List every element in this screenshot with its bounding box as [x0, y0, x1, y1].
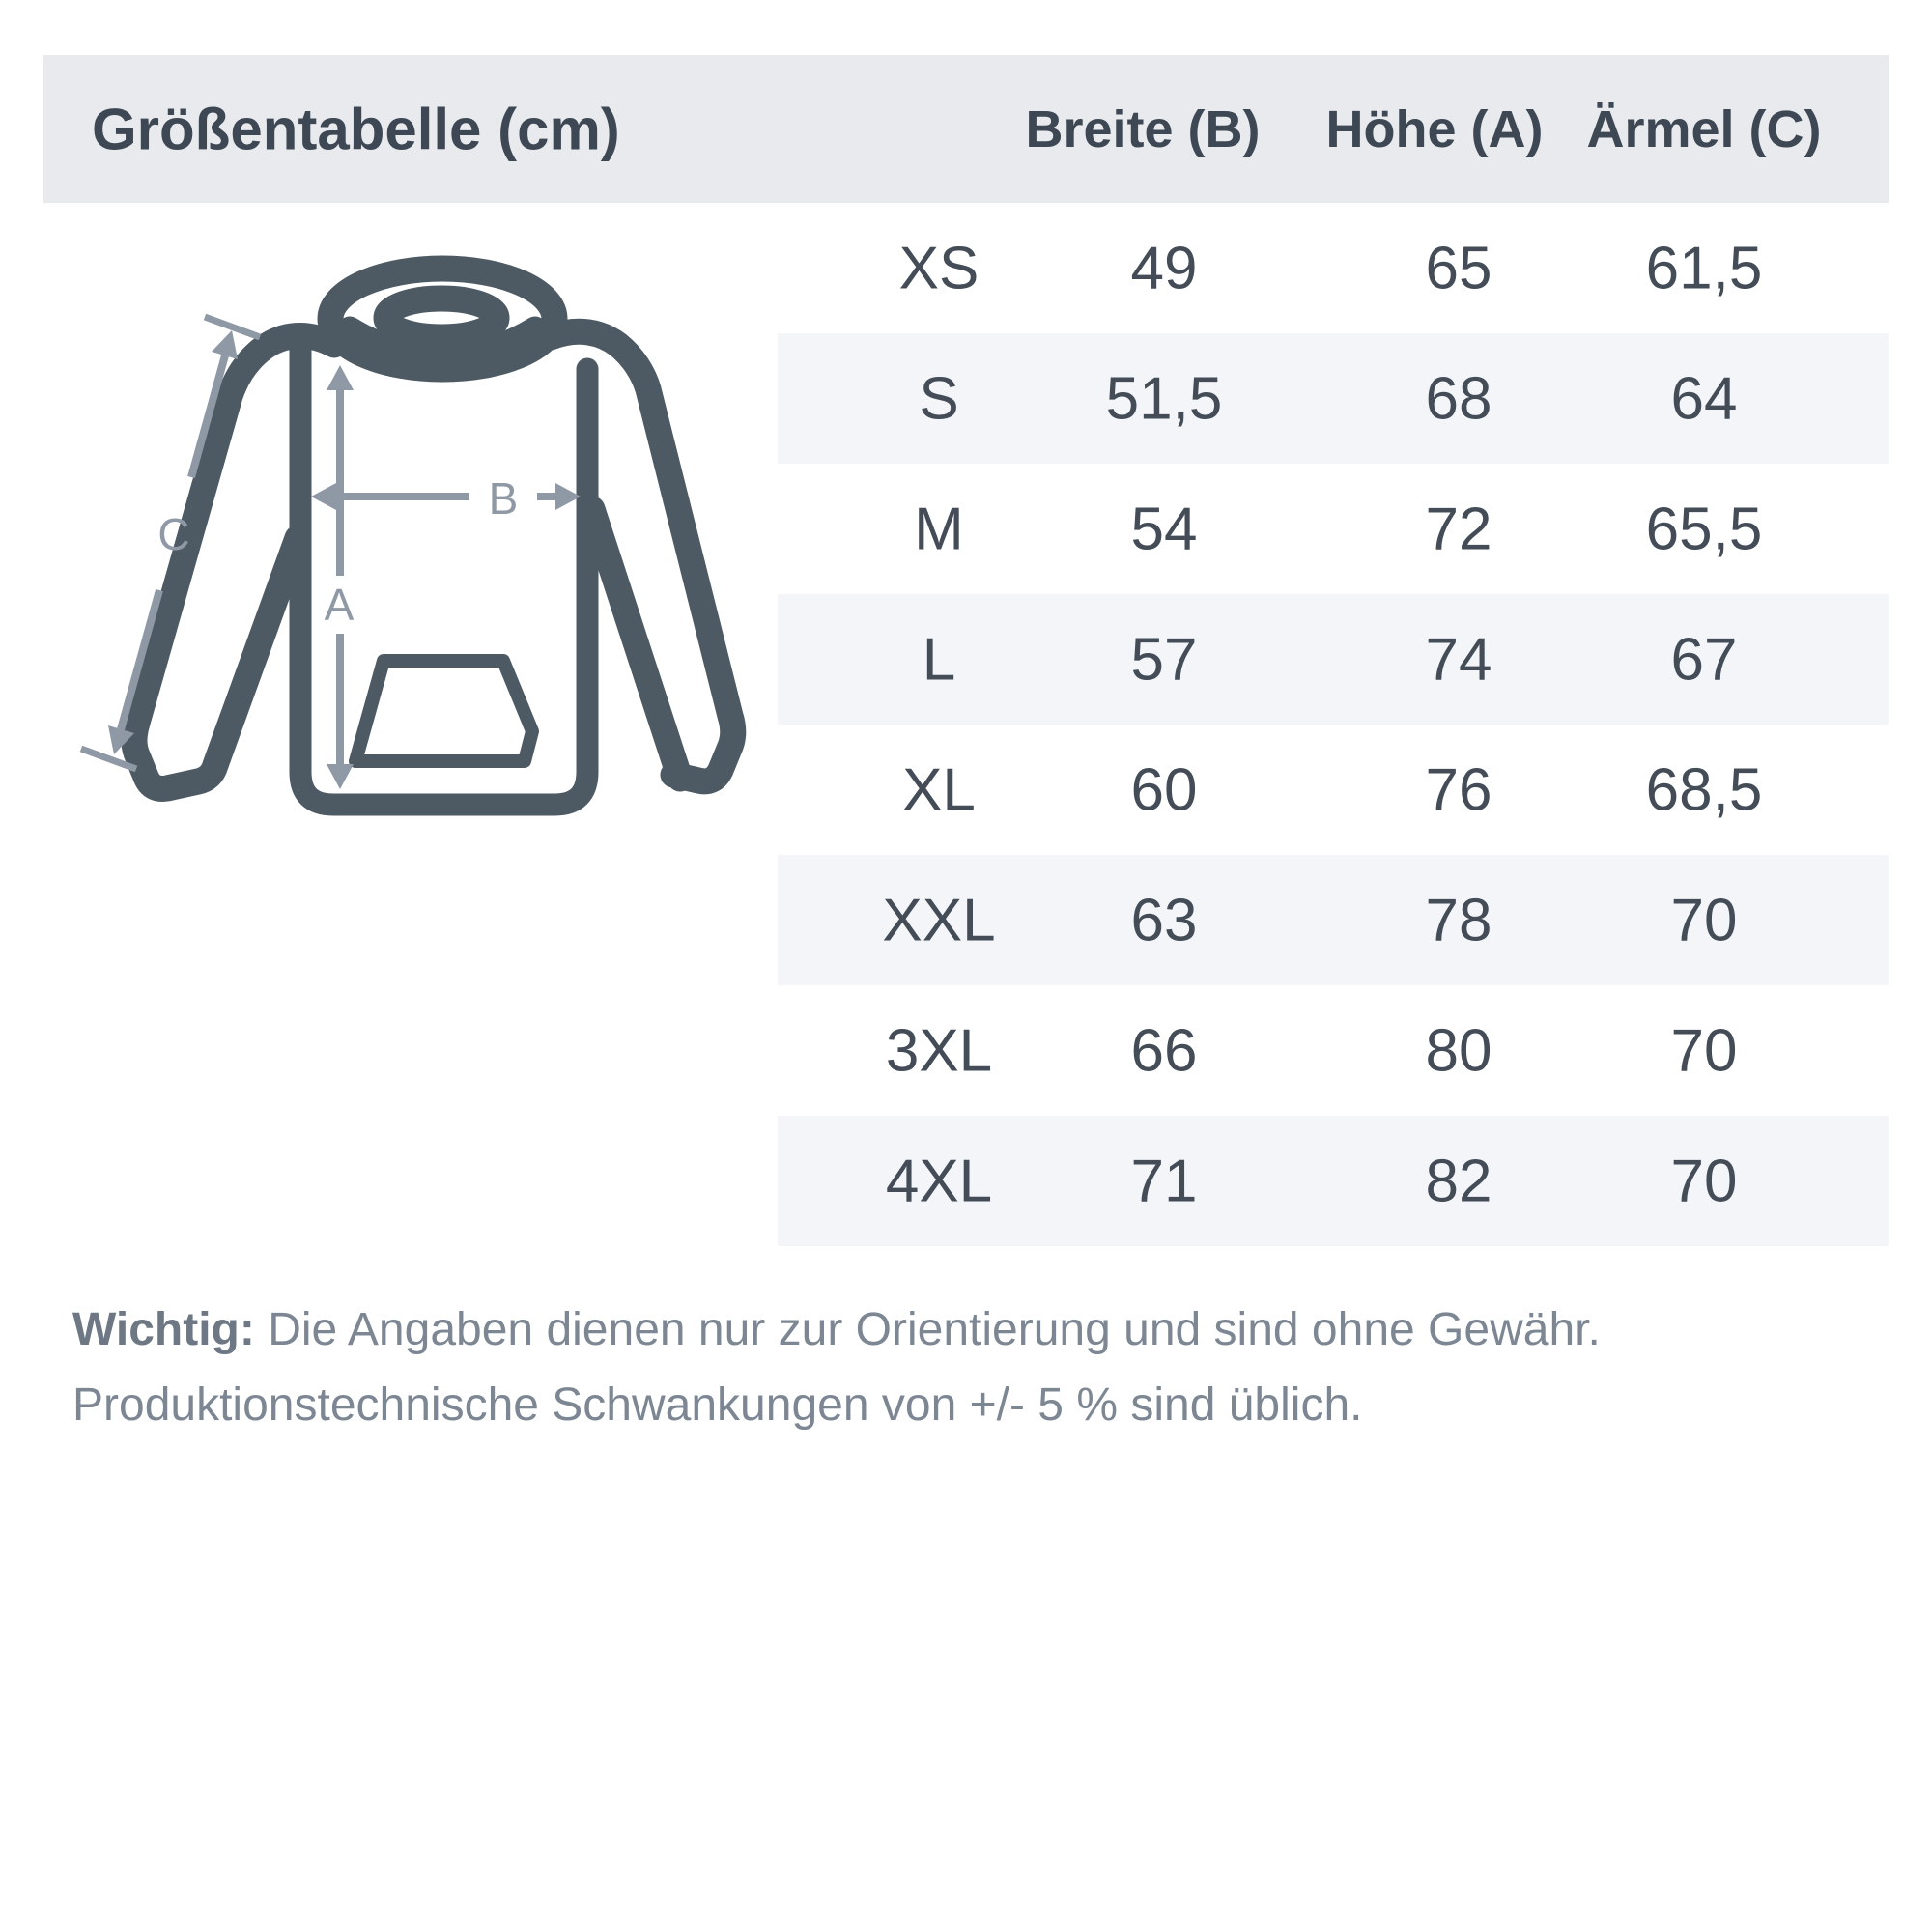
disclaimer-line2: Produktionstechnische Schwankungen von +/- 5 % sind üblich. [72, 1378, 1363, 1431]
column-header-aermel: Ärmel (C) [1586, 99, 1822, 158]
breite-cell: 54 [1130, 496, 1198, 562]
disclaimer-line1: Die Angaben dienen nur zur Orientierung und sind ohne Gewähr. [268, 1304, 1601, 1355]
hood-outline [330, 269, 554, 369]
breite-cell: 71 [1130, 1148, 1198, 1214]
disclaimer-bold: Wichtig: [72, 1304, 255, 1355]
page-title: Größentabelle (cm) [92, 97, 620, 161]
aermel-cell: 65,5 [1645, 496, 1763, 562]
column-header-hoehe: Höhe (A) [1325, 99, 1544, 158]
aermel-cell: 64 [1670, 365, 1738, 432]
aermel-cell: 70 [1670, 1017, 1738, 1084]
size-cell: 3XL [885, 1017, 993, 1084]
breite-cell: 63 [1130, 887, 1198, 953]
hoehe-cell: 65 [1425, 235, 1492, 301]
table-row [778, 333, 1889, 464]
aermel-cell: 67 [1670, 626, 1738, 693]
aermel-cell: 70 [1670, 1148, 1738, 1214]
size-cell: XS [898, 235, 980, 301]
table-header-bar [43, 55, 1889, 203]
size-cell: XL [902, 756, 976, 823]
pocket-outline [355, 661, 532, 761]
hoehe-cell: 78 [1425, 887, 1492, 953]
table-row [778, 1116, 1889, 1246]
disclaimer-note [72, 1293, 1601, 1443]
hoodie-measurement-icon [39, 222, 831, 869]
hoehe-cell: 68 [1425, 365, 1492, 432]
table-row [778, 203, 1889, 333]
table-row [778, 594, 1889, 724]
column-header-breite: Breite (B) [1025, 99, 1261, 158]
height-label: A [324, 580, 355, 630]
aermel-cell: 61,5 [1645, 235, 1763, 301]
aermel-cell: 70 [1670, 887, 1738, 953]
width-arrow [311, 473, 581, 524]
table-row [778, 855, 1889, 985]
hoehe-cell: 76 [1425, 756, 1492, 823]
sleeve-label: C [157, 509, 190, 559]
breite-cell: 49 [1130, 235, 1198, 301]
aermel-cell: 68,5 [1645, 756, 1763, 823]
hoehe-cell: 72 [1425, 496, 1492, 562]
size-cell: L [922, 626, 956, 693]
height-arrow [325, 365, 355, 789]
breite-cell: 51,5 [1105, 365, 1223, 432]
table-row [778, 985, 1889, 1116]
breite-cell: 57 [1130, 626, 1198, 693]
size-cell: M [914, 496, 964, 562]
hoehe-cell: 80 [1425, 1017, 1492, 1084]
table-row [778, 464, 1889, 594]
width-label: B [488, 473, 519, 524]
size-cell: XXL [882, 887, 996, 953]
table-row [778, 724, 1889, 855]
breite-cell: 66 [1130, 1017, 1198, 1084]
size-cell: S [919, 365, 959, 432]
size-cell: 4XL [885, 1148, 993, 1214]
hoehe-cell: 82 [1425, 1148, 1492, 1214]
hoehe-cell: 74 [1425, 626, 1492, 693]
breite-cell: 60 [1130, 756, 1198, 823]
